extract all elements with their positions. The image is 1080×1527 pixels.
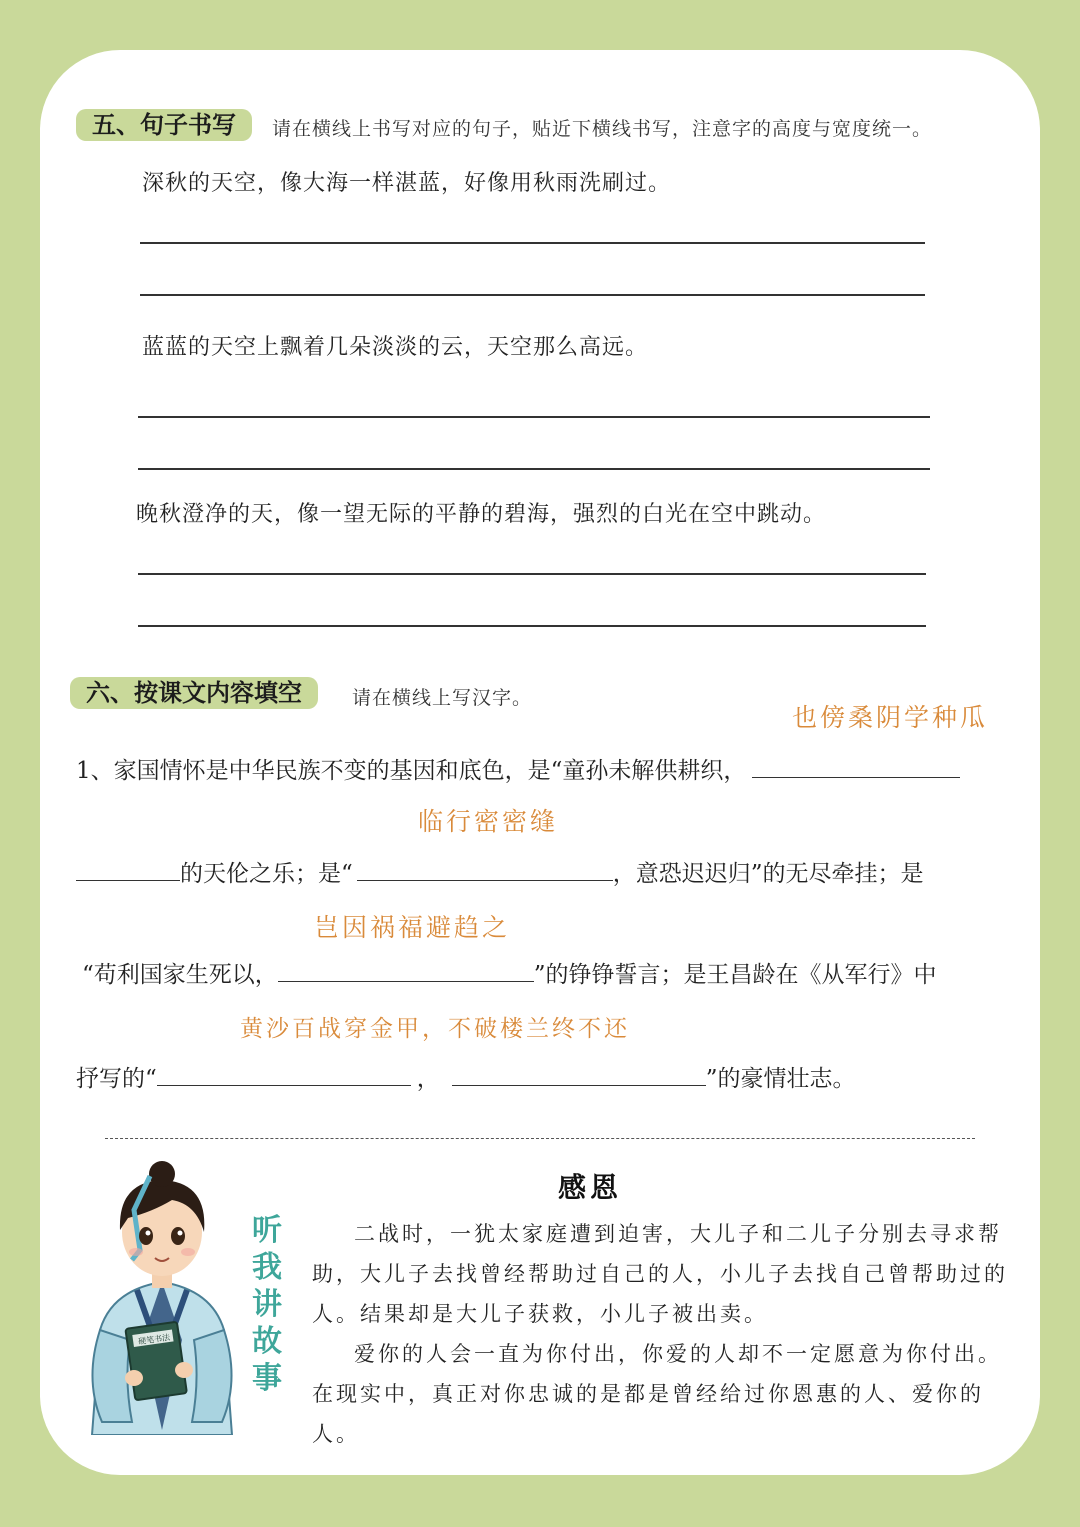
story-label-vertical: 听 我 讲 故 事 xyxy=(252,1213,282,1396)
answer-3-handwritten: 岂因祸福避趋之 xyxy=(314,913,511,942)
book-cover-text: 硬笔书法 xyxy=(137,1332,171,1347)
answer-4-handwritten: 黄沙百战穿金甲，不破楼兰终不还 xyxy=(240,1016,630,1042)
blank-2[interactable] xyxy=(357,858,613,881)
story-paragraph-2: 爱你的人会一直为你付出，你爱的人却不一定愿意为你付出。在现实中，真正对你忠诚的是都是曾经给过你恩惠的人、爱你的人。 xyxy=(312,1342,1002,1446)
story-paragraph-1: 二战时，一犹太家庭遭到迫害，大儿子和二儿子分别去寻求帮助，大儿子去找曾经帮助过自己的人，小儿子去找自己曾帮助过的人。结果却是大儿子获救，小儿子被出卖。 xyxy=(312,1222,1008,1326)
fill-line-3: “苟利国家生死以， ”的铮铮誓言；是王昌龄在《从军行》中 xyxy=(82,956,937,989)
dashed-divider xyxy=(105,1138,975,1139)
writing-line[interactable] xyxy=(138,573,926,575)
story-title: 感恩 xyxy=(558,1171,623,1204)
writing-line[interactable] xyxy=(138,468,930,470)
blank-4b[interactable] xyxy=(452,1063,706,1086)
writing-line[interactable] xyxy=(138,625,926,627)
writing-line[interactable] xyxy=(140,294,925,296)
fill-line-2: 的天伦之乐；是“ ，意恐迟迟归”的无尽牵挂；是 xyxy=(76,855,924,888)
model-sentence-1: 深秋的天空，像大海一样湛蓝，好像用秋雨洗刷过。 xyxy=(142,171,672,196)
writing-line[interactable] xyxy=(140,242,925,244)
section5-instruction: 请在横线上书写对应的句子，贴近下横线书写，注意字的高度与宽度统一。 xyxy=(272,118,933,140)
scholar-boy-illustration xyxy=(72,1160,252,1435)
writing-line[interactable] xyxy=(138,416,930,418)
model-sentence-2: 蓝蓝的天空上飘着几朵淡淡的云，天空那么高远。 xyxy=(142,335,649,360)
fill-line-1: 1、家国情怀是中华民族不变的基因和底色，是“童孙未解供耕织， xyxy=(76,752,960,785)
blank-3[interactable] xyxy=(278,959,534,982)
blank-1-continued[interactable] xyxy=(76,858,180,881)
fill-line-4: 抒写的“ ， ”的豪情壮志。 xyxy=(76,1060,856,1093)
blank-4a[interactable] xyxy=(157,1063,411,1086)
answer-2-handwritten: 临行密密缝 xyxy=(418,807,559,836)
model-sentence-3: 晚秋澄净的天，像一望无际的平静的碧海，强烈的白光在空中跳动。 xyxy=(136,502,827,527)
section6-title: 六、按课文内容填空 xyxy=(70,677,318,709)
section6-instruction: 请在横线上写汉字。 xyxy=(352,687,533,709)
section5-title: 五、句子书写 xyxy=(76,109,252,141)
blank-1[interactable] xyxy=(752,755,960,778)
answer-1-handwritten: 也傍桑阴学种瓜 xyxy=(792,703,989,732)
